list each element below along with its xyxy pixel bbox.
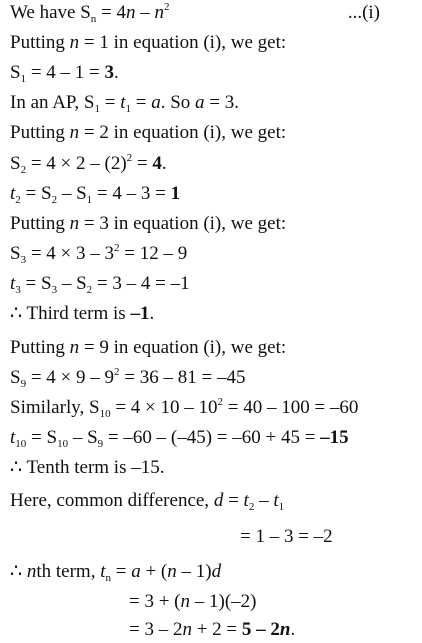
equation-line-1: We have $S_n = 4n - n^2$ ...(i) <box>10 1 380 25</box>
text-line-4: In an AP, $S_1 = t_1 = a$. So a = 3. <box>10 92 239 115</box>
equation-line-6: $S_2 = 4 \times 2 - (2)^2 = 4$. <box>10 152 167 176</box>
text-line-12: Putting n = 9 in equation (i), we get: <box>10 337 287 358</box>
text-line-17: Here, common difference, $d = t_2 - t_1$ <box>10 490 285 513</box>
equation-line-20: = 3 + (n – 1)(–2) <box>129 591 257 612</box>
equation-line-18: = 1 – 3 = –2 <box>240 526 333 547</box>
equation-line-13: $S_9 = 4 \times 9 - 9^2 = 36 - 81 = -45$ <box>10 366 246 390</box>
equation-line-10: $t_3 = S_3 - S_2 = 3 - 4 = -1$ <box>10 273 190 296</box>
equation-line-3: $S_1 = 4 - 1 = 3$. <box>10 62 119 85</box>
equation-line-19: ∴ nth term, $t_n = a + (n - 1)d$ <box>10 561 222 584</box>
equation-line-15: $t_{10} = S_{10} - S_9 = -60 - (-45) = -60 + 45 = -15$ <box>10 427 349 450</box>
text-line-8: Putting n = 3 in equation (i), we get: <box>10 213 287 234</box>
text-line-2: Putting n = 1 in equation (i), we get: <box>10 32 287 53</box>
equation-line-14: Similarly, $S_{10} = 4 \times 10 - 10^2 = 40 - 100 = -60$ <box>10 396 359 420</box>
equation-line-7: $t_2 = S_2 - S_1 = 4 - 3 = 1$ <box>10 183 181 206</box>
equation-reference: ...(i) <box>347 2 380 23</box>
equation-line-9: $S_3 = 4 \times 3 - 3^2 = 12 - 9$ <box>10 242 188 266</box>
equation-line-21: = 3 – 2n + 2 = 5 – 2n. <box>129 619 296 640</box>
text-line-5: Putting n = 2 in equation (i), we get: <box>10 122 287 143</box>
conclusion-line-11: ∴ Third term is –1. <box>10 303 155 324</box>
conclusion-line-16: ∴ Tenth term is –15. <box>10 457 165 478</box>
